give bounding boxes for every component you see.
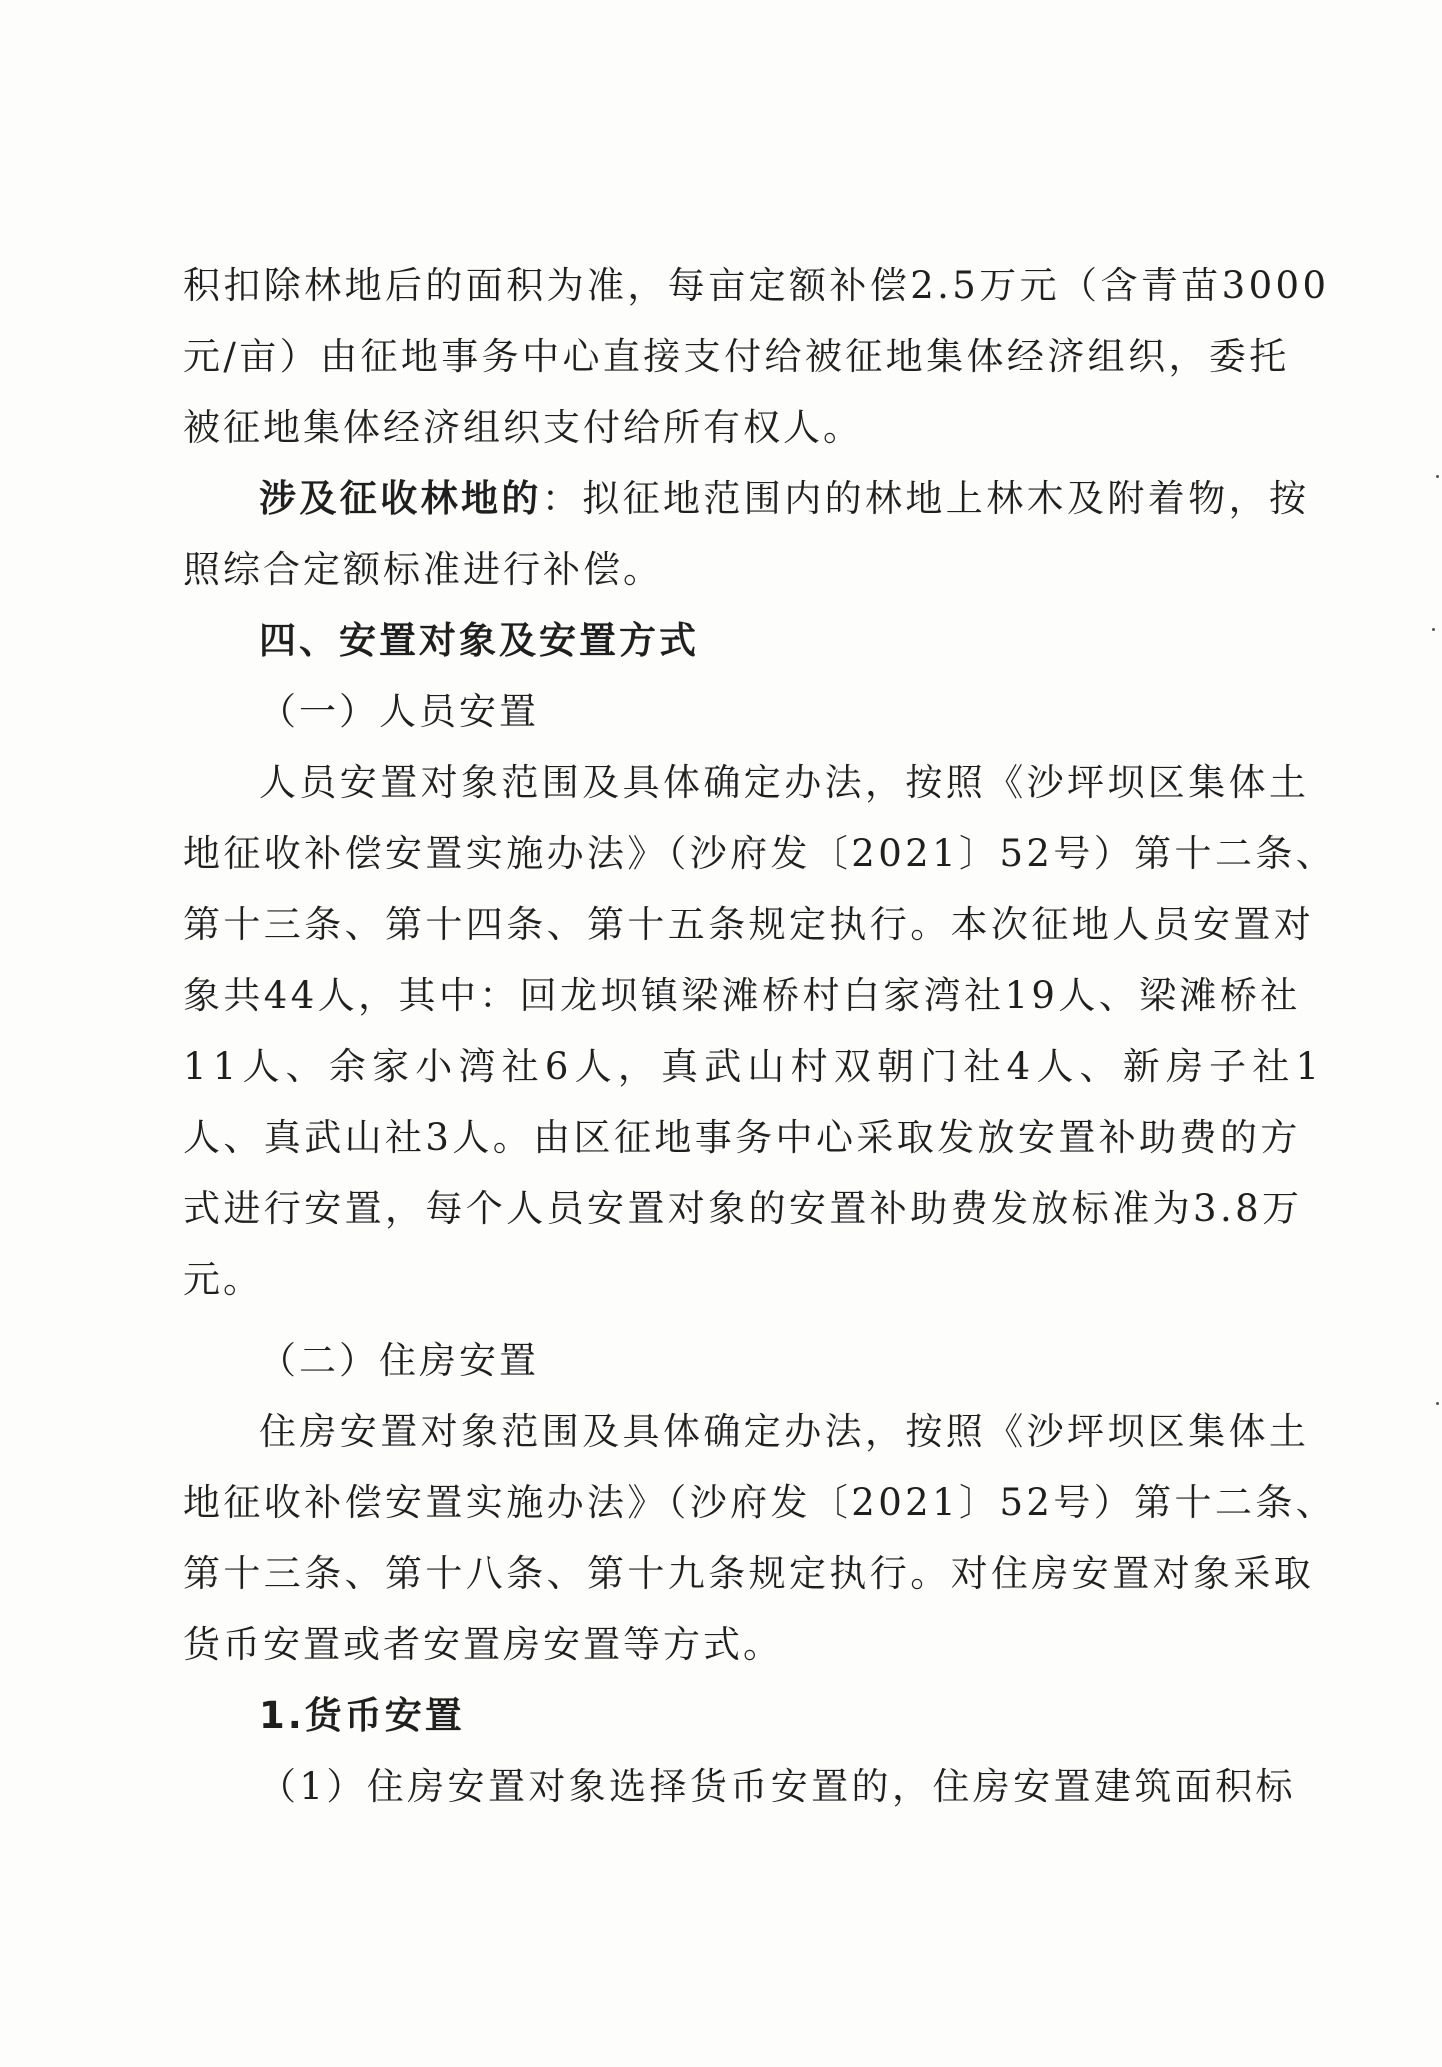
document-body	[183, 250, 1337, 1822]
forest-land-lead: 涉及征收林地的	[259, 477, 542, 520]
subsection-heading-personnel: （一）人员安置	[259, 690, 539, 733]
spacer	[183, 1315, 1299, 1325]
forest-land-text: ：拟征地范围内的林地上林木及附着物，按	[541, 477, 1310, 520]
paragraph-compensation-continuation	[183, 250, 1330, 463]
paragraph-housing-placement	[183, 1396, 1337, 1680]
text-line	[183, 463, 1310, 534]
text-line: 象共44人，其中：回龙坝镇梁滩桥村白家湾社19人、梁滩桥社	[183, 974, 1301, 1017]
scan-dot	[1432, 628, 1435, 631]
text-line: （1）住房安置对象选择货币安置的，住房安置建筑面积标	[259, 1765, 1296, 1808]
text-line: 式进行安置，每个人员安置对象的安置补助费发放标准为3.8万	[183, 1187, 1303, 1230]
text-line: 照综合定额标准进行补偿。	[183, 548, 663, 591]
item-heading-monetary: 1.货币安置	[259, 1694, 465, 1737]
text-line: 积扣除林地后的面积为准，每亩定额补偿2.5万元（含青苗3000	[183, 264, 1330, 307]
text-line: 住房安置对象范围及具体确定办法，按照《沙坪坝区集体土	[259, 1410, 1310, 1453]
paragraph-monetary-placement	[183, 1751, 1299, 1822]
paragraph-personnel-placement	[183, 747, 1337, 1315]
section-heading: 四、安置对象及安置方式	[259, 619, 699, 662]
text-line: 11人、余家小湾社6人，真武山村双朝门社4人、新房子社1	[183, 1045, 1326, 1088]
text-line: 被征地集体经济组织支付给所有权人。	[183, 406, 863, 449]
text-line: 元/亩）由征地事务中心直接支付给被征地集体经济组织，委托	[183, 335, 1290, 378]
text-line: 地征收补偿安置实施办法》（沙府发〔2021〕52号）第十二条、	[183, 832, 1337, 875]
text-line: 人、真武山社3人。由区征地事务中心采取发放安置补助费的方	[183, 1116, 1301, 1159]
paragraph-forest-land	[183, 463, 1310, 605]
text-line: 人员安置对象范围及具体确定办法，按照《沙坪坝区集体土	[259, 761, 1310, 804]
text-line: 货币安置或者安置房安置等方式。	[183, 1623, 783, 1666]
scan-dot	[1436, 1402, 1439, 1405]
text-line: 地征收补偿安置实施办法》（沙府发〔2021〕52号）第十二条、	[183, 1481, 1337, 1524]
scan-dot	[1436, 475, 1439, 478]
subsection-heading-housing: （二）住房安置	[259, 1339, 539, 1382]
text-line: 元。	[183, 1258, 263, 1301]
text-line: 第十三条、第十四条、第十五条规定执行。本次征地人员安置对	[183, 903, 1315, 946]
text-line: 第十三条、第十八条、第十九条规定执行。对住房安置对象采取	[183, 1552, 1315, 1595]
